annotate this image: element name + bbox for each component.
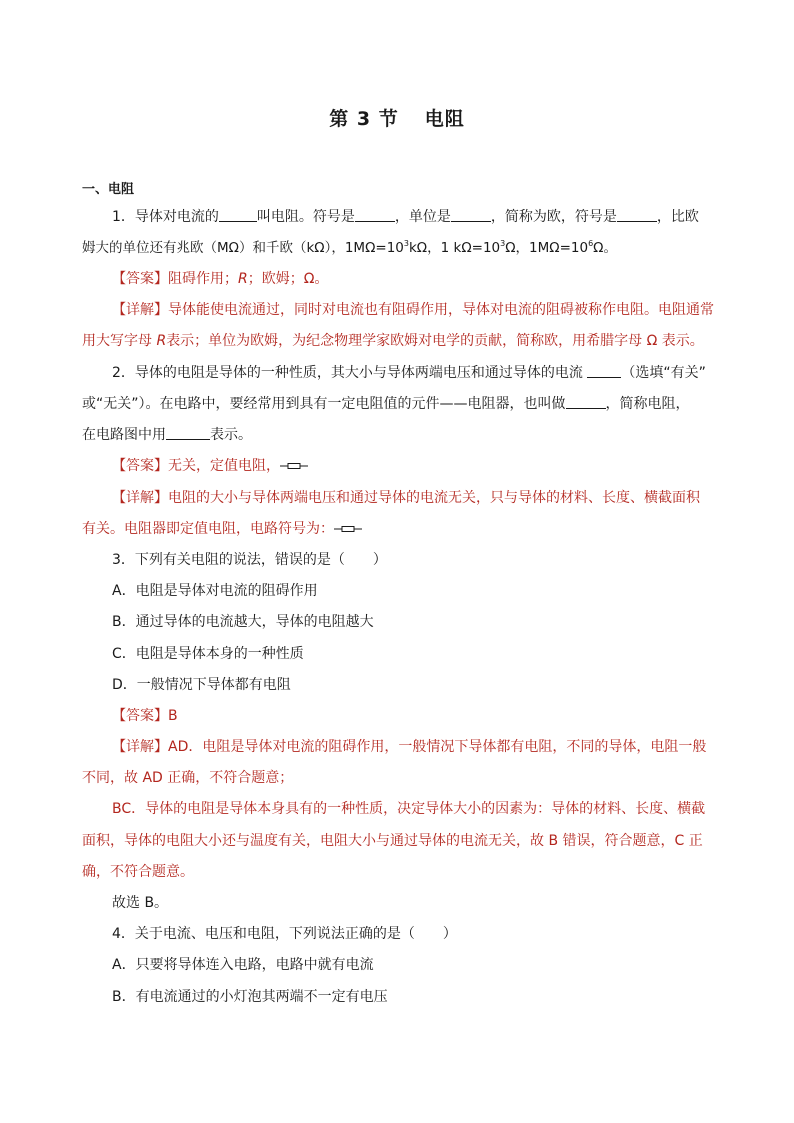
blank	[617, 207, 657, 222]
q3-option-c: C．电阻是导体本身的一种性质	[112, 646, 304, 662]
q3-detail-line2: 不同，故 AD 正确，不符合题意；	[82, 770, 294, 786]
q2-stem-line1: 2．导体的电阻是导体的一种性质，其大小与导体两端电压和通过导体的电流 （选填“有关”	[112, 365, 706, 381]
q3-stem: 3．下列有关电阻的说法，错误的是（ ）	[112, 552, 387, 568]
q3-detail-line1: 【详解】AD．电阻是导体对电流的阻碍作用，一般情况下导体都有电阻，不同的导体，电阻一般	[112, 739, 707, 755]
q3-conclusion: 故选 B。	[112, 895, 169, 911]
q2-stem-line3: 在电路图中用 表示。	[82, 427, 252, 443]
q2-detail-line2: 有关。电阻器即定值电阻，电路符号为：	[82, 519, 722, 539]
q2-stem-line2: 或“无关”）。在电路中，要经常用到具有一定电阻值的元件——电阻器，也叫做 ，简称电阻，	[82, 396, 690, 412]
q4-option-b: B．有电流通过的小灯泡其两端不一定有电压	[112, 989, 388, 1005]
q3-detail-line5: 确，不符合题意。	[82, 864, 194, 880]
q3-option-d: D．一般情况下导体都有电阻	[112, 677, 291, 693]
q4-stem: 4．关于电流、电压和电阻，下列说法正确的是（ ）	[112, 926, 457, 942]
blank	[566, 394, 606, 409]
q4-option-a: A．只要将导体连入电路，电路中就有电流	[112, 957, 374, 973]
q1-detail-line2: 用大写字母 R表示；单位为欧姆，为纪念物理学家欧姆对电学的贡献，简称欧，用希腊字母 Ω 表示。	[82, 333, 704, 349]
q3-answer: 【答案】B	[112, 708, 178, 724]
q3-option-b: B．通过导体的电流越大，导体的电阻越大	[112, 614, 374, 630]
blank	[587, 363, 621, 378]
section-heading: 一、电阻	[82, 182, 135, 197]
q1-detail-line1: 【详解】导体能使电流通过，同时对电流也有阻碍作用，导体对电流的阻碍被称作电阻。电阻通常	[112, 302, 714, 318]
q2-detail-line1: 【详解】电阻的大小与导体两端电压和通过导体的电流无关，只与导体的材料、长度、横截面积	[112, 490, 700, 506]
q2-answer: 【答案】无关，定值电阻，	[112, 456, 722, 476]
title-topic: 电阻	[424, 108, 465, 130]
blank	[166, 425, 210, 440]
page-title	[0, 104, 794, 131]
blank	[219, 207, 257, 222]
title-section-number: 第 3 节	[329, 108, 399, 130]
q1-stem-line2: 姆大的单位还有兆欧（MΩ）和千欧（kΩ），$1M\Omega=10^3k\Omega$，1 $k\Omega=10^3\Omega$，$1M\Omega=10^6\Omega$。	[82, 239, 617, 256]
q3-detail-line3: BC．导体的电阻是导体本身具有的一种性质，决定导体大小的因素为：导体的材料、长度、横截	[112, 801, 706, 817]
resistor-symbol-icon	[334, 524, 364, 534]
q3-option-a: A．电阻是导体对电流的阻碍作用	[112, 583, 318, 599]
blank	[355, 207, 395, 222]
resistor-symbol-icon	[280, 461, 310, 471]
q3-detail-line4: 面积，导体的电阻大小还与温度有关，电阻大小与通过导体的电流无关，故 B 错误，符合题意，C 正	[82, 833, 703, 849]
blank	[451, 207, 491, 222]
q1-stem-line1: 1．导体对电流的 叫电阻。符号是 ，单位是 ，简称为欧，符号是 ，比欧	[112, 209, 699, 225]
q1-answer: 【答案】阻碍作用；R；欧姆；Ω。	[112, 271, 329, 287]
